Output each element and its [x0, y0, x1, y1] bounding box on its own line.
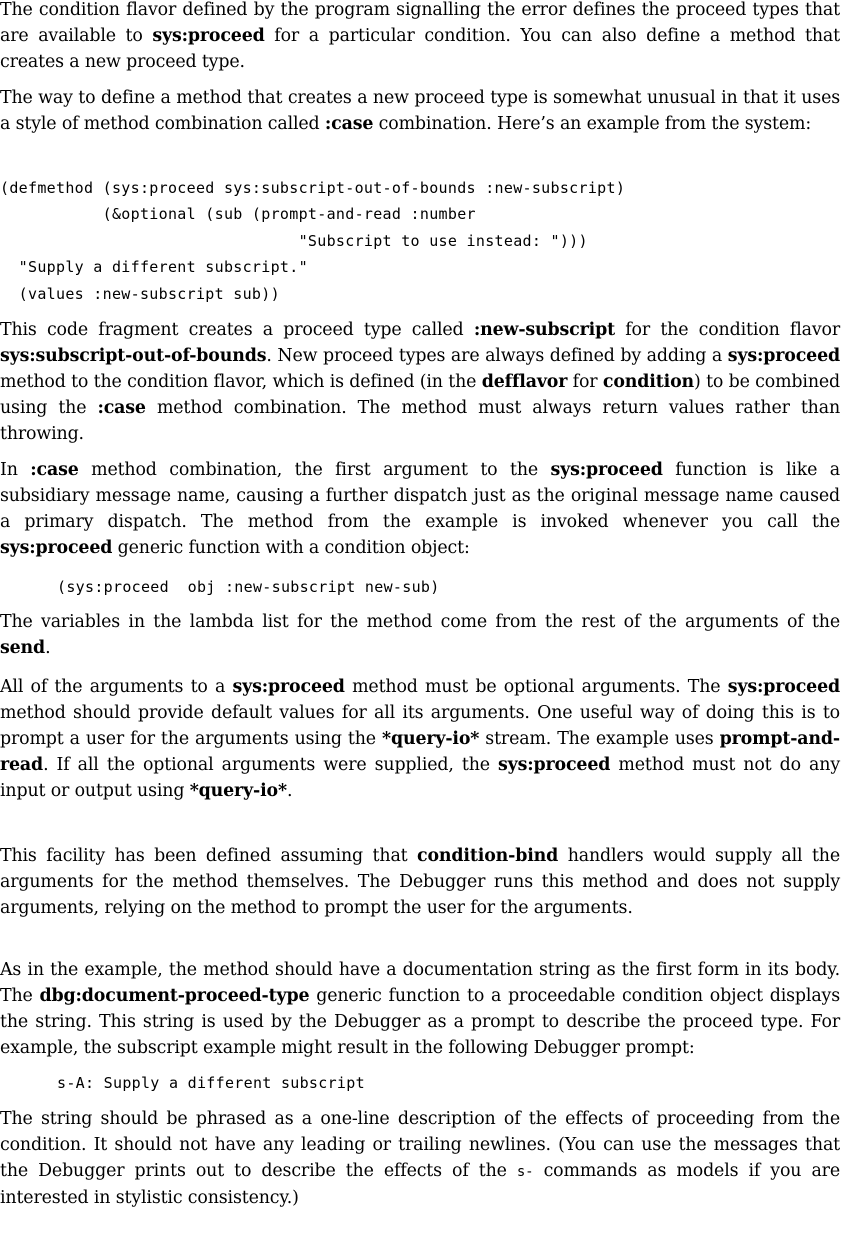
text: for: [567, 372, 603, 392]
text: generic function to a proceedable condition object displays the string. This string is used by the Debugger as a prompt to describe the proceed type. For example, the subscript example might result in the following Debugger prompt:: [0, 986, 840, 1058]
keyword: dbg:document-proceed-type: [39, 986, 310, 1006]
text: The string should be phrased as a one-line description of the effects of proceeding from the condition. It should not have any leading or trailing newlines. (You can use the messages that the Debugger prints out to describe the effects of the: [0, 1109, 840, 1181]
code-line: "Subscript to use instead: "))): [0, 232, 588, 250]
text: This facility has been defined assuming that: [0, 846, 418, 866]
text: .: [286, 781, 293, 801]
paragraph-case-combination: [0, 85, 840, 137]
keyword: *query-io*: [189, 781, 287, 801]
text: method must not do any input or output using: [0, 755, 840, 801]
code-line: (defmethod (sys:proceed sys:subscript-out-of-bounds :new-subscript): [0, 179, 626, 197]
text: The way to define a method that creates a new proceed type is somewhat unusual in that it uses a style of method combination called: [0, 88, 840, 134]
paragraph-one-line-description: [0, 1106, 840, 1211]
text: In: [0, 460, 31, 480]
paragraph-case-dispatch: [0, 457, 840, 561]
text: method should provide default values for all its arguments. One useful way of doing this is to prompt a user for the arguments using the: [0, 703, 840, 749]
paragraph-code-fragment-explanation: [0, 317, 840, 447]
text: commands as models if you are interested in stylistic consistency.): [0, 1161, 840, 1208]
text: combination. Here’s an example from the system:: [373, 114, 812, 134]
keyword: send: [0, 638, 46, 658]
paragraph-optional-arguments: [0, 674, 840, 804]
keyword: defflavor: [481, 372, 568, 392]
keyword: condition: [602, 372, 695, 392]
text: The variables in the lambda list for the method come from the rest of the arguments of the: [0, 612, 840, 632]
text: method combination. The method must always return values rather than throwing.: [0, 398, 840, 444]
text: .: [45, 638, 51, 658]
text: stream. The example uses: [479, 729, 720, 749]
code-line: (values :new-subscript sub)): [0, 285, 280, 303]
code-block-debugger-prompt: s-A: Supply a different subscript: [57, 1074, 365, 1092]
text: method combination, the first argument to the: [78, 460, 551, 480]
paragraph-proceed-types-intro: [0, 0, 840, 75]
keyword: condition-bind: [417, 846, 559, 866]
keyword: sys:proceed: [0, 538, 113, 558]
text: ) to be combined using the: [0, 372, 840, 418]
keyword: sys:proceed: [232, 677, 345, 697]
keyword: :case: [324, 114, 374, 134]
text: . New proceed types are always defined by adding a: [266, 346, 728, 366]
text: method to the condition flavor, which is defined (in the: [0, 372, 482, 392]
keyword: prompt-and-read: [0, 729, 840, 775]
text: for a particular condition. You can also define a method that creates a new proceed type.: [0, 26, 840, 72]
keyword: :new-subscript: [473, 320, 615, 340]
inline-code: s-: [516, 1164, 534, 1180]
text: . If all the optional arguments were supplied, the: [43, 755, 499, 775]
text: for the condition flavor: [614, 320, 840, 340]
paragraph-documentation-string: [0, 957, 840, 1061]
text: handlers would supply all the arguments for the method themselves. The Debugger runs this method and does not supply arguments, relying on the method to prompt the user for the arguments.: [0, 846, 840, 918]
paragraph-lambda-list: [0, 609, 840, 661]
text: The condition flavor defined by the program signalling the error defines the proceed types that are available to: [0, 0, 840, 46]
keyword: sys:proceed: [152, 26, 265, 46]
keyword: *query-io*: [382, 729, 480, 749]
keyword: sys:proceed: [498, 755, 611, 775]
paragraph-condition-bind: [0, 843, 840, 921]
text: generic function with a condition object:: [112, 538, 470, 558]
keyword: sys:proceed: [727, 677, 840, 697]
code-line: "Supply a different subscript.": [0, 258, 308, 276]
text: All of the arguments to a: [0, 677, 233, 697]
text: function is like a subsidiary message name, causing a further dispatch just as the original message name caused a primary dispatch. The method from the example is invoked whenever you call the: [0, 460, 840, 532]
keyword: sys:proceed: [550, 460, 663, 480]
keyword: :case: [97, 398, 146, 418]
code-block-proceed-call: (sys:proceed obj :new-subscript new-sub): [57, 578, 440, 596]
keyword: sys:proceed: [727, 346, 840, 366]
code-line: (&optional (sub (prompt-and-read :number: [0, 205, 476, 223]
keyword: sys:subscript-out-of-bounds: [0, 346, 267, 366]
text: As in the example, the method should have a documentation string as the first form in its body. The: [0, 960, 840, 1006]
keyword: :case: [30, 460, 79, 480]
text: method must be optional arguments. The: [344, 677, 728, 697]
text: This code fragment creates a proceed type called: [0, 320, 474, 340]
